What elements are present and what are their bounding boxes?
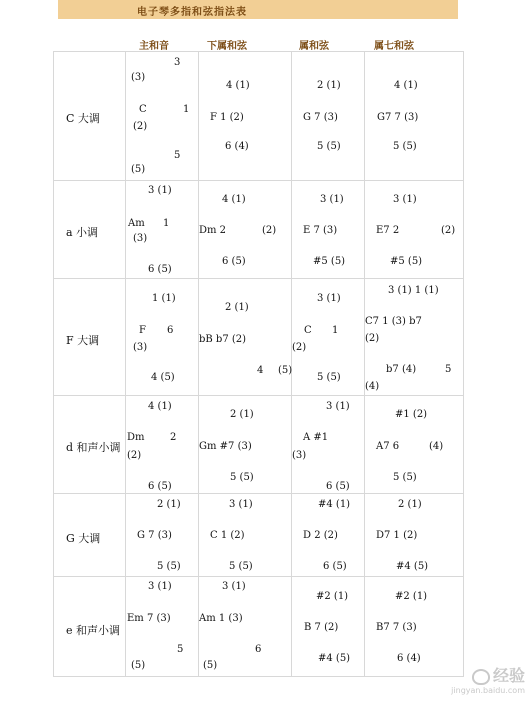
header-tonic: 主和音 [139, 41, 169, 52]
header-dominant7: 属七和弦 [374, 41, 414, 52]
key-label: G 大调 [66, 532, 101, 545]
chord-note: 2 (1) [230, 409, 254, 420]
chord-note: (5) [203, 660, 218, 671]
watermark-main: 经验 [492, 666, 525, 685]
chord-note: 6 [255, 644, 262, 655]
chord-name: Am 1 (3) [199, 613, 243, 624]
col-divider [125, 51, 126, 677]
chord-note: 5 (5) [230, 472, 254, 483]
chord-note: 3 (1) 1 (1) [388, 285, 439, 296]
chord-note: 3 (1) [320, 194, 344, 205]
col-divider [198, 51, 199, 677]
key-label: e 和声小调 [66, 624, 121, 637]
chord-note: 2 (1) [225, 302, 249, 313]
chord-note: #1 (2) [395, 409, 428, 420]
chord-note: 5 (5) [157, 561, 181, 572]
chord-note: (5) [131, 660, 146, 671]
chord-note: 6 (5) [222, 256, 246, 267]
chord-name: A7 6 [376, 441, 400, 452]
chord-note: 5 (5) [393, 141, 417, 152]
chord-name: G 7 (3) [137, 530, 172, 541]
chord-name: C [304, 325, 312, 336]
chord-name: Dm 2 [199, 225, 227, 236]
chord-note: 2 (1) [398, 499, 422, 510]
chord-note: #4 (1) [318, 499, 351, 510]
key-label: C 大调 [66, 112, 100, 125]
chord-note: #4 (5) [396, 561, 429, 572]
chord-note: (5) [278, 365, 293, 376]
chord-note: 3 (1) [148, 581, 172, 592]
chord-name: F [139, 325, 146, 336]
chord-note: 4 (5) [151, 372, 175, 383]
key-label: a 小调 [66, 226, 99, 239]
chord-note: 2 (1) [317, 80, 341, 91]
col-divider [291, 51, 292, 677]
chord-name: bB b7 (2) [199, 334, 247, 345]
chord-note: 5 [177, 644, 184, 655]
key-label: F 大调 [66, 334, 100, 347]
watermark [451, 663, 525, 695]
header-subdominant: 下属和弦 [207, 41, 247, 52]
chord-name: B 7 (2) [304, 622, 339, 633]
row-divider [53, 493, 464, 494]
chord-note: 3 (1) [326, 401, 350, 412]
chord-note: (3) [133, 342, 148, 353]
chord-note: (3) [133, 233, 148, 244]
chord-note: 5 (5) [393, 472, 417, 483]
chord-name: C7 1 (3) b7 [365, 316, 422, 327]
chord-note: (4) [365, 381, 380, 392]
chord-note: (2) [262, 225, 277, 236]
chord-note: 6 (5) [323, 561, 347, 572]
chord-note: (3) [131, 72, 146, 83]
chord-note: #5 (5) [313, 256, 346, 267]
chord-note: (2) [441, 225, 456, 236]
chord-note: 4 (1) [226, 80, 250, 91]
chord-note: 3 (1) [229, 499, 253, 510]
chord-note: 4 (1) [148, 401, 172, 412]
chord-note: 2 (1) [157, 499, 181, 510]
row-divider [53, 395, 464, 396]
chord-note: 3 (1) [317, 293, 341, 304]
chord-note: 3 (1) [222, 581, 246, 592]
chord-note: 4 [257, 365, 264, 376]
chord-note: 1 (1) [152, 293, 176, 304]
chord-name: G 7 (3) [303, 112, 338, 123]
chord-note: (2) [292, 342, 307, 353]
chord-note: 4 (1) [394, 80, 418, 91]
watermark-url: jingyan.baidu.com [451, 686, 525, 695]
chord-name: C [139, 104, 147, 115]
chord-note: (2) [127, 450, 142, 461]
chord-name: Gm #7 (3) [199, 441, 252, 452]
chord-note: 6 (5) [148, 481, 172, 492]
row-divider [53, 278, 464, 279]
chord-note: 5 [174, 150, 181, 161]
chord-note: 5 (5) [317, 372, 341, 383]
chord-name: E 7 (3) [303, 225, 338, 236]
chord-note: 4 (1) [222, 194, 246, 205]
chord-note: 5 (5) [317, 141, 341, 152]
paw-logo-icon [472, 669, 490, 685]
page-title: 电子琴多指和弦指法表 [137, 7, 247, 18]
chord-note: 5 (5) [229, 561, 253, 572]
chord-name: G7 7 (3) [377, 112, 419, 123]
header-dominant: 属和弦 [299, 41, 329, 52]
chord-note: (2) [133, 121, 148, 132]
title-banner [58, 0, 458, 19]
col-divider [364, 51, 365, 677]
chord-name: Am [128, 218, 145, 229]
chord-note: #4 (5) [318, 653, 351, 664]
chord-name: Em 7 (3) [127, 613, 171, 624]
chord-note: 3 (1) [148, 185, 172, 196]
chord-note: 5 [445, 364, 452, 375]
chord-name: B7 7 (3) [376, 622, 417, 633]
chord-note: 1 [183, 104, 190, 115]
chord-note: 6 (5) [326, 481, 350, 492]
chord-note: #2 (1) [395, 591, 428, 602]
chord-note: #5 (5) [390, 256, 423, 267]
chord-note: 2 [170, 432, 177, 443]
chord-name: D7 1 (2) [376, 530, 418, 541]
chord-note: (3) [292, 450, 307, 461]
key-label: d 和声小调 [66, 441, 121, 454]
chord-note: 6 (4) [397, 653, 421, 664]
chord-note: (4) [429, 441, 444, 452]
chord-name: F 1 (2) [210, 112, 244, 123]
chord-note: 6 (4) [225, 141, 249, 152]
chord-name: Dm [127, 432, 145, 443]
chord-name: C 1 (2) [210, 530, 245, 541]
row-divider [53, 180, 464, 181]
chord-note: 6 (5) [148, 264, 172, 275]
chord-note: #2 (1) [316, 591, 349, 602]
chord-note: 6 [167, 325, 174, 336]
row-divider [53, 576, 464, 577]
chord-name: D 2 (2) [303, 530, 338, 541]
chord-note: b7 (4) [386, 364, 417, 375]
chord-note: 3 (1) [393, 194, 417, 205]
chord-name: A #1 [303, 432, 329, 443]
chord-name: E7 2 [376, 225, 400, 236]
chord-note: 1 [163, 218, 170, 229]
chord-note: (5) [131, 164, 146, 175]
chord-note: 1 [332, 325, 339, 336]
chord-note: (2) [365, 333, 380, 344]
chord-note: 3 [174, 57, 181, 68]
